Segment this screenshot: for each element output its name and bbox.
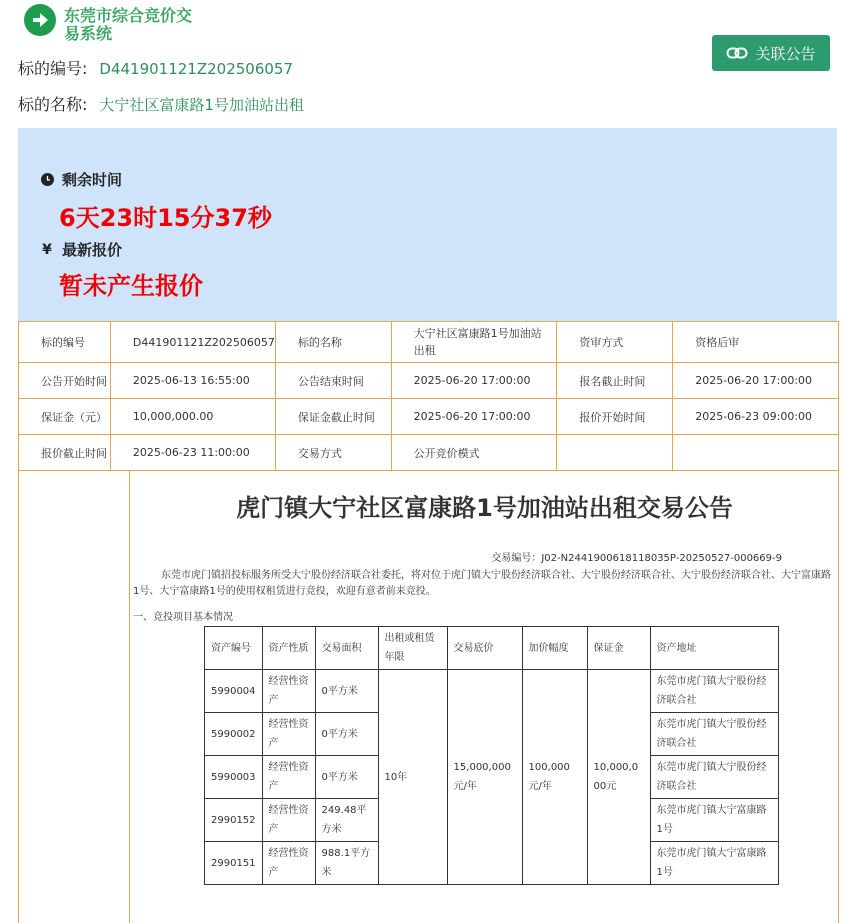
column-header: 资产地址 [650,627,778,670]
info-cell: 报名截止时间 [557,363,673,399]
info-cell: 资审方式 [557,322,673,363]
info-cell: 2025-06-20 17:00:00 [391,363,557,399]
asset-increment: 100,000元/年 [522,670,587,885]
asset-address: 东莞市虎门镇大宁富康路1号 [650,842,778,885]
table-row [19,399,839,435]
subject-name-value: 大宁社区富康路1号加油站出租 [99,96,304,114]
info-cell: 10,000,000.00 [110,399,275,435]
info-cell: 2025-06-23 11:00:00 [110,435,275,471]
asset-id: 5990003 [205,756,263,799]
asset-area: 249.48平方米 [315,799,378,842]
column-header: 资产编号 [205,627,263,670]
asset-term: 10年 [378,670,447,885]
info-cell: 2025-06-13 16:55:00 [110,363,275,399]
info-cell: 交易方式 [275,435,391,471]
info-cell: 资格后审 [673,322,839,363]
asset-area: 0平方米 [315,756,378,799]
asset-area: 988.1平方米 [315,842,378,885]
column-header: 资产性质 [262,627,315,670]
info-cell: 公告开始时间 [19,363,111,399]
info-cell: 保证金（元） [19,399,111,435]
table-row [19,322,839,363]
clock-icon [40,173,54,186]
notice-content [18,470,839,923]
notice-intro: 东莞市虎门镇招投标服务所受大宁股份经济联合社委托，将对位于虎门镇大宁股份经济联合社、大宁股份经济联合社、大宁股份经济联合社、大宁富康路1号、大宁富康路1号的使用权租赁进行竞投，欢迎有意者前来竞投。 [133,570,831,597]
info-cell: 标的名称 [275,322,391,363]
asset-id: 5990002 [205,713,263,756]
info-cell: 大宁社区富康路1号加油站出租 [391,322,557,363]
info-cell: 公告结束时间 [275,363,391,399]
site-header [24,4,204,43]
asset-id: 2990152 [205,799,263,842]
site-title: 东莞市综合竞价交易系统 [64,6,193,43]
link-icon [726,47,748,59]
table-row [19,435,839,471]
subject-number-label: 标的编号: [18,59,88,78]
info-cell: 标的编号 [19,322,111,363]
asset-nature: 经营性资产 [262,799,315,842]
asset-nature: 经营性资产 [262,713,315,756]
column-header: 交易面积 [315,627,378,670]
latest-price-value: 暂未产生报价 [59,272,203,300]
asset-id: 2990151 [205,842,263,885]
column-header: 加价幅度 [522,627,587,670]
asset-id: 5990004 [205,670,263,713]
subject-number-row [18,56,293,79]
info-cell: 2025-06-20 17:00:00 [391,399,557,435]
column-header: 保证金 [587,627,650,670]
remaining-time-label: 剩余时间 [40,169,122,190]
info-cell: 2025-06-20 17:00:00 [673,363,839,399]
subject-name-row [18,92,304,115]
table-header-row [205,627,779,670]
status-panel [18,128,837,321]
info-cell [557,435,673,471]
asset-nature: 经营性资产 [262,842,315,885]
related-notice-label: 关联公告 [755,44,816,63]
asset-address: 东莞市虎门镇大宁股份经济联合社 [650,670,778,713]
table-row [19,363,839,399]
subject-info-table [18,321,839,471]
table-row [205,670,779,713]
asset-deposit: 10,000,000元 [587,670,650,885]
asset-base-price: 15,000,000元/年 [447,670,522,885]
info-cell: 公开竞价模式 [391,435,557,471]
asset-address: 东莞市虎门镇大宁富康路1号 [650,799,778,842]
asset-area: 0平方米 [315,713,378,756]
info-cell [673,435,839,471]
related-notice-button[interactable] [712,35,830,71]
info-cell: 2025-06-23 09:00:00 [673,399,839,435]
notice-title: 虎门镇大宁社区富康路1号加油站出租交易公告 [236,494,733,522]
assets-table [204,626,779,885]
yen-icon: ¥ [42,241,52,258]
trade-number: 交易编号：J02-N2441900618118035P-20250527-000669-9 [491,553,782,564]
asset-nature: 经营性资产 [262,756,315,799]
column-header: 出租或租赁年限 [378,627,447,670]
subject-name-label: 标的名称: [18,95,88,114]
info-cell: 报价截止时间 [19,435,111,471]
asset-area: 0平方米 [315,670,378,713]
divider [129,470,130,923]
arrow-right-icon [24,4,56,36]
info-cell: D441901121Z202506057 [110,322,275,363]
info-cell: 报价开始时间 [557,399,673,435]
latest-price-label: ¥ 最新报价 [40,239,122,260]
asset-nature: 经营性资产 [262,670,315,713]
remaining-time-value: 6天23时15分37秒 [59,204,272,232]
asset-address: 东莞市虎门镇大宁股份经济联合社 [650,756,778,799]
info-cell: 保证金截止时间 [275,399,391,435]
column-header: 交易底价 [447,627,522,670]
asset-address: 东莞市虎门镇大宁股份经济联合社 [650,713,778,756]
subject-number-value: D441901121Z202506057 [99,60,294,78]
section-title: 一、竞投项目基本情况 [133,612,233,623]
